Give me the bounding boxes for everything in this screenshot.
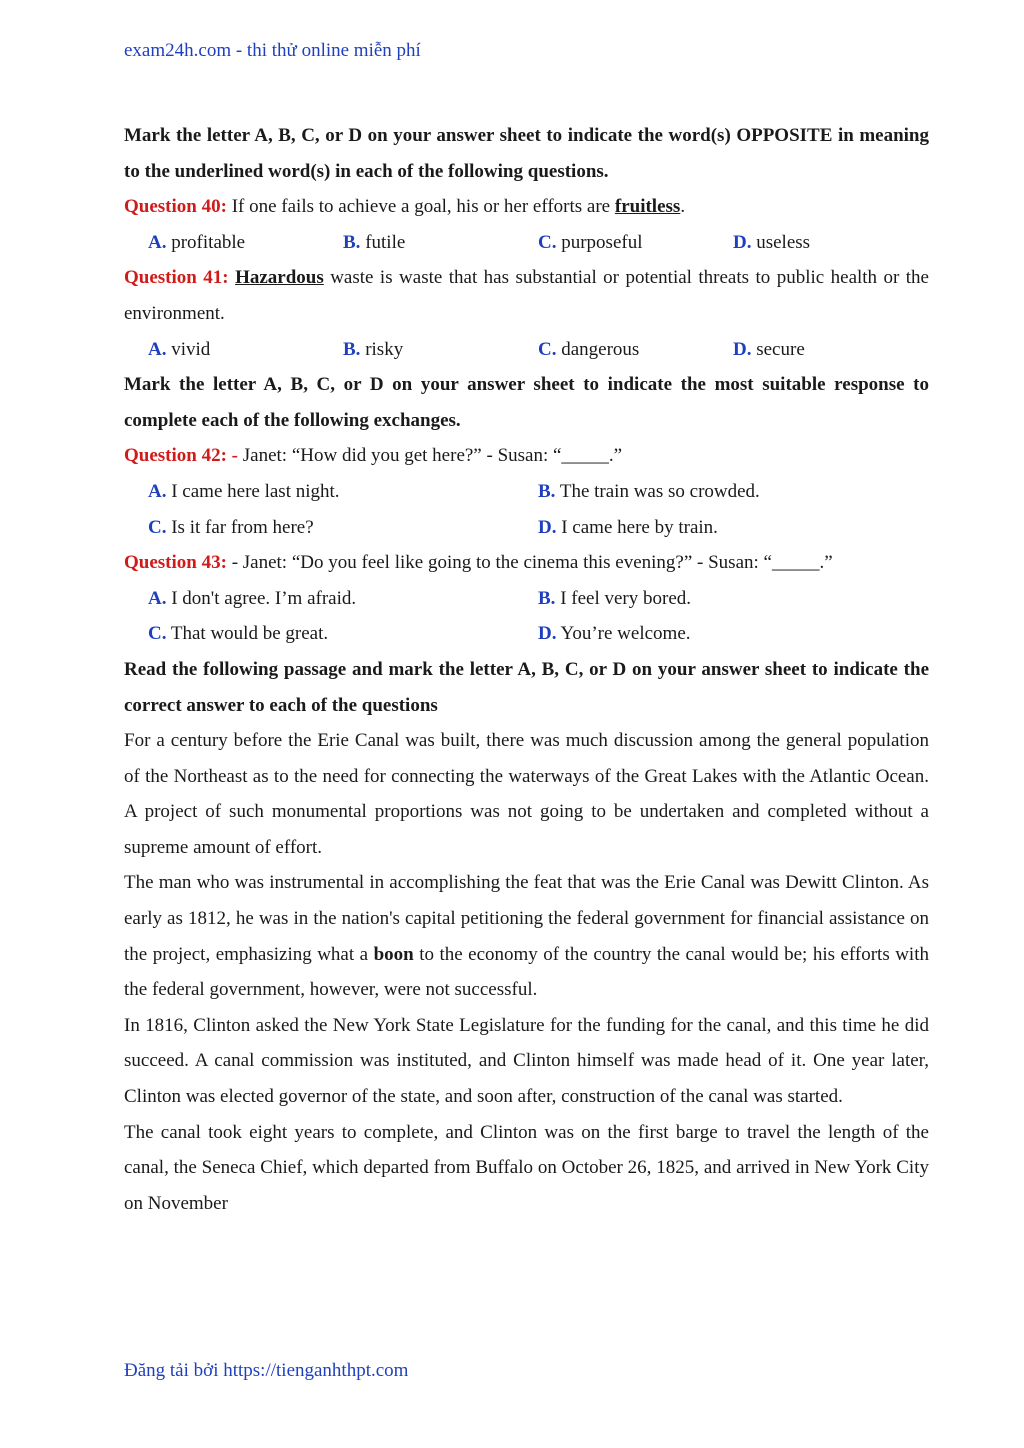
option-c[interactable]: C. dangerous xyxy=(538,338,640,360)
question-43-options-row-1 xyxy=(124,581,929,617)
passage-paragraph-1: For a century before the Erie Canal was built, there was much discussion among the general population of the Northeast as to the need for connecting the waterways of the Great Lakes with the Atlantic Ocean. A project of such monumental proportions was not going to be undertaken and completed without a supreme amount of effort. xyxy=(124,730,929,858)
option-a[interactable]: A. I came here last night. xyxy=(148,480,340,502)
question-text: Janet: “How did you get here?” - Susan: “_____.” xyxy=(238,445,623,467)
question-41-options xyxy=(124,332,929,368)
underlined-word: fruitless xyxy=(614,196,681,218)
underlined-word: Hazardous xyxy=(235,267,324,289)
option-c[interactable]: C. Is it far from here? xyxy=(148,516,314,538)
passage-paragraph-4: The canal took eight years to complete, and Clinton was on the first barge to travel the length of the canal, the Seneca Chief, which departed from Buffalo on October 26, 1825, and arrived in New York City on November xyxy=(124,1121,929,1214)
question-43-options-row-2 xyxy=(124,616,929,652)
question-text-end: . xyxy=(680,196,686,218)
option-b[interactable]: B. I feel very bored. xyxy=(538,587,692,609)
question-label: Question 42: - xyxy=(124,445,238,467)
question-43 xyxy=(124,545,929,581)
passage-paragraph-2: The man who was instrumental in accomplishing the feat that was the Erie Canal was Dewitt Clinton. As early as 1812, he was in the nation's capital petitioning the federal government for financial assistance on the project, emphasizing what a boon to the economy of the country the canal would be; his efforts with the federal government, however, were not successful. xyxy=(124,872,929,1001)
instruction-response: Mark the letter A, B, C, or D on your answer sheet to indicate the most suitable response to complete each of the following exchanges. xyxy=(124,374,929,431)
question-label: Question 41: xyxy=(124,267,229,289)
question-42 xyxy=(124,438,929,474)
option-c[interactable]: C. That would be great. xyxy=(148,623,329,645)
question-text: - Janet: “Do you feel like going to the cinema this evening?” - Susan: “_____.” xyxy=(226,552,833,574)
page-header: exam24h.com - thi thử online miễn phí xyxy=(124,40,421,61)
option-a[interactable]: A. profitable xyxy=(148,231,246,253)
page-footer: Đăng tải bởi https://tienganhthpt.com xyxy=(124,1360,409,1381)
option-b[interactable]: B. The train was so crowded. xyxy=(538,480,760,502)
option-b[interactable]: B. futile xyxy=(343,231,406,253)
question-40 xyxy=(124,189,929,225)
option-d[interactable]: D. I came here by train. xyxy=(538,516,718,538)
question-42-options-row-2 xyxy=(124,510,929,546)
option-a[interactable]: A. vivid xyxy=(148,338,211,360)
question-text: If one fails to achieve a goal, his or her efforts are xyxy=(226,196,615,218)
bold-word: boon xyxy=(373,943,414,965)
instruction-passage: Read the following passage and mark the letter A, B, C, or D on your answer sheet to indicate the correct answer to each of the questions xyxy=(124,658,929,716)
question-41 xyxy=(124,260,929,331)
option-a[interactable]: A. I don't agree. I’m afraid. xyxy=(148,587,357,609)
question-label: Question 43: xyxy=(124,552,227,574)
question-40-options xyxy=(124,225,929,261)
option-d[interactable]: D. secure xyxy=(733,338,805,360)
option-c[interactable]: C. purposeful xyxy=(538,231,643,253)
question-42-options-row-1 xyxy=(124,474,929,510)
instruction-opposite: Mark the letter A, B, C, or D on your answer sheet to indicate the word(s) OPPOSITE in meaning to the underlined word(s) in each of the following questions. xyxy=(124,125,929,182)
option-d[interactable]: D. useless xyxy=(733,231,811,253)
passage-paragraph-3: In 1816, Clinton asked the New York State Legislature for the funding for the canal, and this time he did succeed. A canal commission was instituted, and Clinton himself was made head of it. One year later, Clinton was elected governor of the state, and soon after, construction of the canal was started. xyxy=(124,1014,929,1108)
question-text: waste is waste that has substantial or potential threats to public health or the environment. xyxy=(124,267,929,324)
document-body xyxy=(124,118,929,1221)
option-b[interactable]: B. risky xyxy=(343,338,404,360)
question-label: Question 40: xyxy=(124,196,227,218)
option-d[interactable]: D. You’re welcome. xyxy=(538,623,691,645)
